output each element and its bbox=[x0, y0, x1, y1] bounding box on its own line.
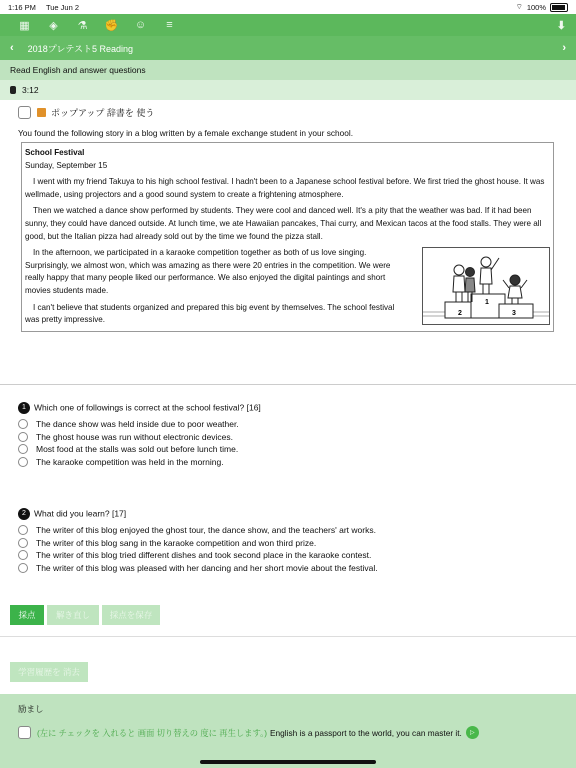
story-paragraph: I went with my friend Takuya to his high school festival. I hadn't been to a Japanese school festival before. We first tried the ghost house. It was wellmade, using projectors and a good sound system to create a frightening atmosphere. bbox=[25, 177, 545, 199]
question-number: 1 bbox=[18, 402, 30, 414]
answer-option[interactable]: The writer of this blog sang in the karaoke competition and won third prize. bbox=[18, 537, 378, 550]
question-1 bbox=[18, 402, 261, 468]
play-icon[interactable]: ▷ bbox=[466, 726, 479, 739]
forward-button[interactable]: › bbox=[562, 42, 566, 54]
encouragement-label: 励まし bbox=[18, 704, 44, 714]
encouragement-message: English is a passport to the world, you can master it. bbox=[270, 727, 462, 738]
answer-option[interactable]: The ghost house was run without electronic devices. bbox=[18, 431, 261, 444]
tag-icon[interactable]: ◈ bbox=[49, 19, 58, 32]
wifi-icon: ⌔ bbox=[515, 2, 523, 11]
question-text: What did you learn? [17] bbox=[34, 508, 127, 519]
story-paragraph: I can't believe that students organized and prepared this big event by themselves. The school festival was pretty impressive. bbox=[25, 302, 395, 325]
popup-dictionary-row bbox=[0, 100, 576, 120]
answer-option[interactable]: The writer of this blog tried different dishes and took second place in the karaoke contest. bbox=[18, 549, 378, 562]
radio-button[interactable] bbox=[18, 444, 28, 454]
status-time: 1:16 PM bbox=[8, 2, 36, 12]
section-divider bbox=[0, 384, 576, 385]
question-number: 2 bbox=[18, 508, 30, 520]
radio-button[interactable] bbox=[18, 550, 28, 560]
radio-button[interactable] bbox=[18, 457, 28, 467]
story-title: School Festival bbox=[25, 148, 85, 157]
radio-button[interactable] bbox=[18, 419, 28, 429]
toolbar bbox=[0, 14, 576, 36]
answer-option[interactable]: Most food at the stalls was sold out before lunch time. bbox=[18, 443, 261, 456]
book-icon bbox=[37, 108, 46, 117]
intro-text: You found the following story in a blog written by a female exchange student in your school. bbox=[18, 128, 354, 138]
story-paragraph: In the afternoon, we participated in a karaoke competition together as both of us love singing. Surprisingly, we almost won, which was amazing as there were 20 entries in the competition. We were really happy that many people liked our performance. We also enjoyed the digital paintings and short movies students made. bbox=[25, 248, 391, 295]
encouragement-panel bbox=[0, 694, 576, 768]
popup-dictionary-checkbox[interactable] bbox=[18, 106, 31, 119]
radio-button[interactable] bbox=[18, 432, 28, 442]
status-bar bbox=[0, 0, 576, 14]
save-grade-button[interactable]: 採点を保存 bbox=[102, 605, 160, 625]
timer-row bbox=[0, 80, 576, 100]
encouragement-checkbox[interactable] bbox=[18, 726, 31, 739]
status-date: Tue Jun 2 bbox=[45, 2, 80, 12]
grid-icon[interactable]: ▦ bbox=[19, 19, 30, 32]
instruction-text: Read English and answer questions bbox=[10, 65, 146, 75]
encouragement-hint: (左に チェックを 入れると 画面 切り替えの 度に 再生します。) bbox=[37, 727, 268, 738]
radio-button[interactable] bbox=[18, 563, 28, 573]
download-icon[interactable]: ⬇ bbox=[556, 19, 566, 32]
page-title: 2018プレテスト5 Reading bbox=[27, 43, 134, 54]
face-icon[interactable]: ☺ bbox=[134, 19, 147, 31]
battery-percent: 100% bbox=[526, 2, 546, 12]
question-text: Which one of followings is correct at the school festival? [16] bbox=[34, 402, 261, 413]
podium-label: 2 bbox=[458, 310, 462, 318]
podium-label: 1 bbox=[485, 299, 489, 307]
popup-dictionary-label: ポップアップ 辞書を 使う bbox=[51, 107, 155, 118]
radio-button[interactable] bbox=[18, 525, 28, 535]
timer-value: 3:12 bbox=[22, 85, 39, 95]
answer-option[interactable]: The writer of this blog was pleased with her dancing and her short movie about the festival. bbox=[18, 562, 378, 575]
grade-button[interactable]: 採点 bbox=[10, 605, 44, 625]
microscope-icon[interactable]: ⚗ bbox=[77, 19, 88, 32]
story-box bbox=[21, 142, 554, 332]
menu-icon[interactable]: ≡ bbox=[166, 19, 173, 31]
podium-label: 3 bbox=[512, 310, 516, 318]
back-button[interactable]: ‹ bbox=[10, 42, 14, 54]
buttons-divider bbox=[0, 636, 576, 637]
clear-history-button[interactable]: 学習履歴を 消去 bbox=[10, 662, 88, 682]
story-paragraph: Then we watched a dance show performed by students. They were cool and danced well. It's a pity that the weather was bad. If it had been sunny, they could have danced outside. At lunch time, we ate Hawaiian pancakes, Thai curry, and Mexican tacos at the food stalls. They were all good, but the Italian pizza had already sold out by the time we found the pizza stall. bbox=[25, 206, 542, 241]
radio-button[interactable] bbox=[18, 538, 28, 548]
retry-button[interactable]: 解き直し bbox=[47, 605, 99, 625]
nav-bar bbox=[0, 36, 576, 60]
question-2 bbox=[18, 508, 378, 574]
muscle-icon[interactable]: ✊ bbox=[104, 19, 119, 32]
watch-icon bbox=[10, 86, 16, 94]
answer-option[interactable]: The dance show was held inside due to poor weather. bbox=[18, 418, 261, 431]
answer-option[interactable]: The karaoke competition was held in the morning. bbox=[18, 456, 261, 469]
instruction-bar bbox=[0, 60, 576, 80]
podium-illustration bbox=[422, 247, 550, 325]
battery-icon bbox=[550, 3, 568, 12]
answer-option[interactable]: The writer of this blog enjoyed the ghost tour, the dance show, and the teachers' art works. bbox=[18, 524, 378, 537]
home-indicator bbox=[200, 760, 376, 764]
story-date: Sunday, September 15 bbox=[25, 160, 108, 170]
